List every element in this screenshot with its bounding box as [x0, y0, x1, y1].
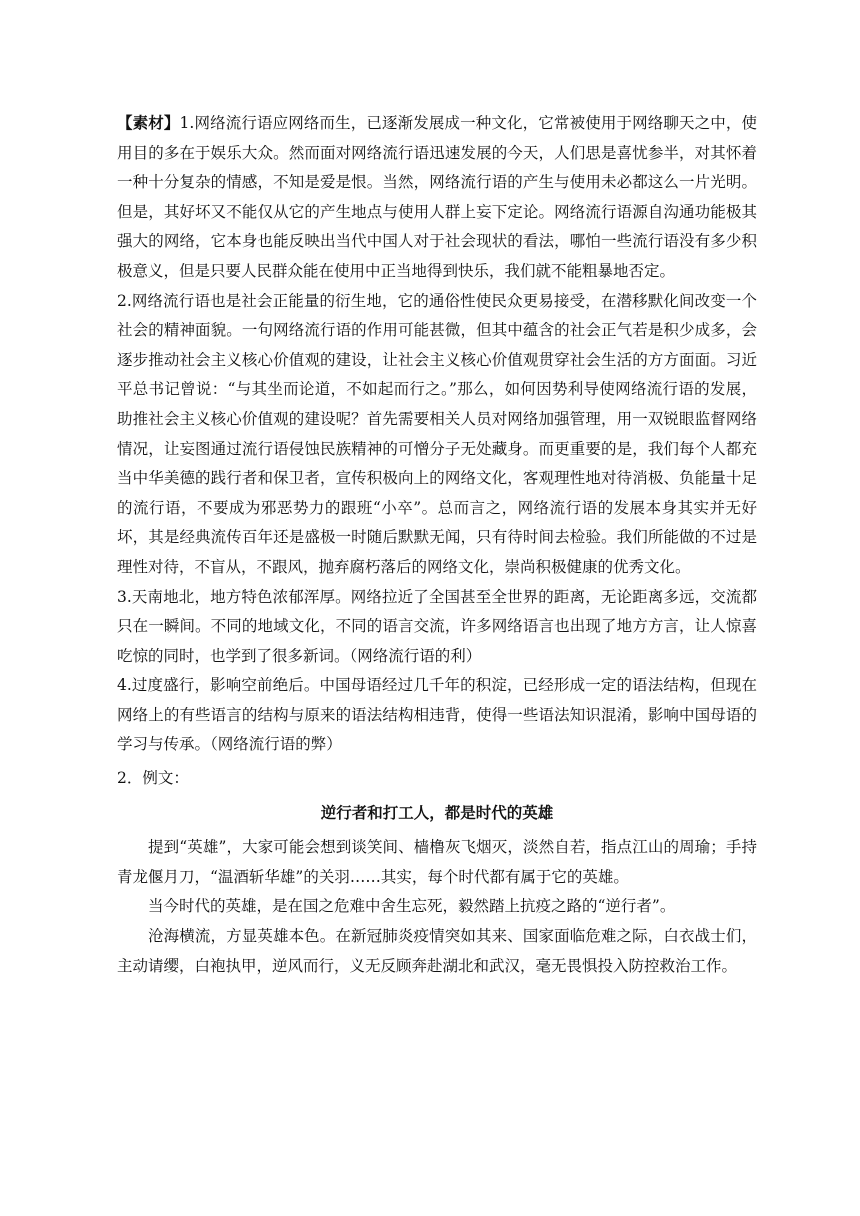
essay-paragraph-2: 当今时代的英雄，是在国之危难中舍生忘死，毅然踏上抗疫之路的“逆行者”。 [148, 897, 676, 916]
essay-paragraph-1: 提到“英雄”，大家可能会想到谈笑间、樯橹灰飞烟灭，淡然自若，指点江山的周瑜；手持青龙偃月刀，“温酒斩华雄”的关羽……其实，每个时代都有属于它的英雄。 [117, 838, 757, 886]
essay-title: 逆行者和打工人，都是时代的英雄 [320, 802, 554, 822]
material-text-1: 1.网络流行语应网络而生，已逐渐发展成一种文化，它常被使用于网络聊天之中，使用目的多在于娱乐大众。然而面对网络流行语迅速发展的今天，人们思是喜忧参半，对其怀着一种十分复杂的情感，不知是爱是恨。当然，网络流行语的产生与使用未必都这么一片光明。但是，其好坏又不能仅从它的产生地点与使用人群上妄下定论。网络流行语源自沟通功能极其强大的网络，它本身也能反映出当代中国人对于社会现状的看法，哪怕一些流行语没有多少积极意义，但是只要人民群众能在使用中正当地得到快乐，我们就不能粗暴地否定。 [117, 114, 757, 280]
example-heading: 2．例文： [117, 769, 189, 788]
material-paragraph-4: 4.过度盛行，影响空前绝后。中国母语经过几千年的积淀，已经形成一定的语法结构，但现在网络上的有些语言的结构与原来的语法结构相违背，使得一些语法知识混淆，影响中国母语的学习与传承。（网络流行语的弊） [117, 676, 757, 754]
material-paragraph-2: 2.网络流行语也是社会正能量的衍生地，它的通俗性使民众更易接受，在潜移默化间改变一个社会的精神面貌。一句网络流行语的作用可能甚微，但其中蕴含的社会正气若是积少成多，会逐步推动社会主义核心价值观的建设，让社会主义核心价值观贯穿社会生活的方方面面。习近平总书记曾说：“与其坐而论道，不如起而行之。”那么，如何因势利导使网络流行语的发展，助推社会主义核心价值观的建设呢？首先需要相关人员对网络加强管理，用一双锐眼监督网络情况，让妄图通过流行语侵蚀民族精神的可憎分子无处藏身。而更重要的是，我们每个人都充当中华美德的践行者和保卫者，宣传积极向上的网络文化，客观理性地对待消极、负能量十足的流行语，不要成为邪恶势力的跟班“小卒”。总而言之，网络流行语的发展本身其实并无好坏，其是经典流传百年还是盛极一时随后默默无闻，只有待时间去检验。我们所能做的不过是理性对待，不盲从，不跟风，抛弃腐朽落后的网络文化，崇尚积极健康的优秀文化。 [117, 291, 757, 576]
document-body [117, 108, 757, 981]
material-paragraph-1 [117, 108, 757, 287]
material-paragraph-3: 3.天南地北，地方特色浓郁浑厚。网络拉近了全国甚至全世界的距离，无论距离多远，交流都只在一瞬间。不同的地域文化，不同的语言交流，许多网络语言也出现了地方方言，让人惊喜吃惊的同时，也学到了很多新词。（网络流行语的利） [117, 587, 757, 665]
essay-paragraph-3: 沧海横流，方显英雄本色。在新冠肺炎疫情突如其来、国家面临危难之际，白衣战士们，主动请缨，白袍执甲，逆风而行，义无反顾奔赴湖北和武汉，毫无畏惧投入防控救治工作。 [117, 927, 757, 975]
material-label: 【素材】 [117, 113, 180, 132]
